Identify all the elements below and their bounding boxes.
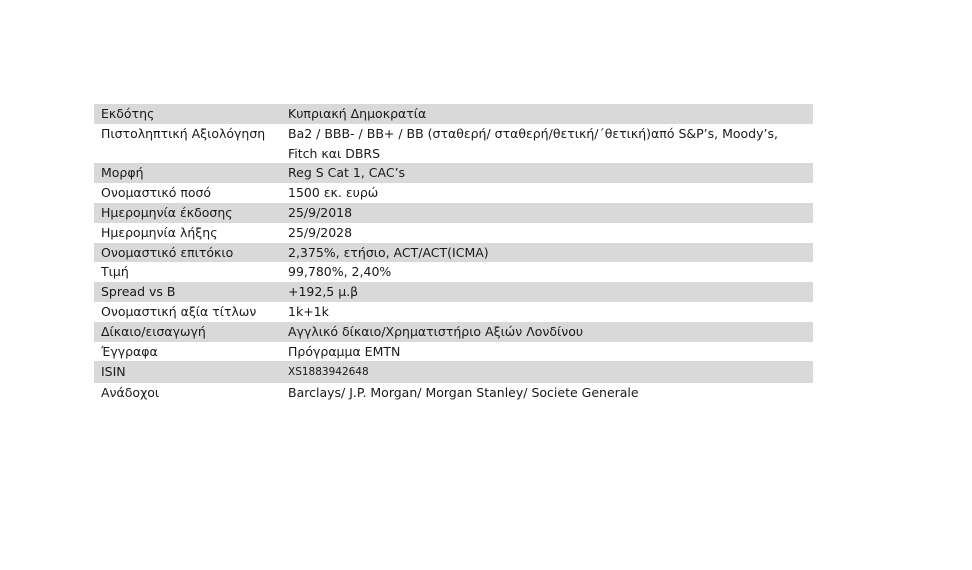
table-row-maturity-date: [94, 223, 813, 243]
table-row-isin: [94, 361, 813, 383]
row-label: Ονομαστικό ποσό: [101, 185, 212, 201]
row-label: Δίκαιο/εισαγωγή: [94, 322, 281, 342]
row-value: 1500 εκ. ευρώ: [288, 185, 379, 201]
row-label-text: Πιστοληπτική Αξιολόγηση: [101, 125, 266, 141]
row-label: Έγγραφα: [101, 343, 158, 359]
row-label: Τιμή: [101, 264, 129, 280]
row-value-line-1: Ba2 / BBB- / BB+ / BB (σταθερή/ σταθερή/θετική/΄θετική)από S&P’s, Moody’s,: [288, 125, 778, 141]
row-label: Ημερομηνία λήξης: [101, 224, 218, 240]
row-value: +192,5 μ.β: [281, 282, 813, 302]
isin-code: XS1883942648: [288, 366, 369, 379]
row-value: Αγγλικό δίκαιο/Χρηματιστήριο Αξιών Λονδίνου: [281, 322, 813, 342]
table-row-issue-date: [94, 203, 813, 223]
table-row-underwriters: [94, 383, 813, 403]
table-row-spread: [94, 282, 813, 302]
row-value: Πρόγραμμα EMTN: [288, 343, 401, 359]
table-row-coupon: [94, 243, 813, 263]
table-row-credit-rating: [94, 124, 813, 164]
row-label: Ονομαστική αξία τίτλων: [101, 303, 257, 319]
table-row-documents: [94, 342, 813, 362]
row-label: Spread vs B: [94, 282, 281, 302]
table-row-price: [94, 262, 813, 282]
row-label: Μορφή: [94, 163, 281, 183]
row-value: 25/9/2028: [288, 224, 353, 240]
table-row-law-listing: [94, 322, 813, 342]
row-label: Ημερομηνία έκδοσης: [94, 203, 281, 223]
row-label: Ονομαστικό επιτόκιο: [94, 243, 281, 263]
row-value: 99,780%, 2,40%: [288, 264, 392, 280]
row-label: Ανάδοχοι: [101, 385, 160, 401]
row-value-line-2: Fitch και DBRS: [288, 145, 381, 161]
row-value: Reg S Cat 1, CAC’s: [281, 163, 813, 183]
table-row-denomination: [94, 302, 813, 322]
row-value: [281, 361, 813, 383]
bond-terms-table: [94, 104, 813, 403]
row-label: ISIN: [94, 361, 281, 383]
table-row-issuer: [94, 104, 813, 124]
row-value: [281, 124, 813, 164]
table-row-form: [94, 163, 813, 183]
row-label: Εκδότης: [94, 104, 281, 124]
row-value: 2,375%, ετήσιο, ACT/ACT(ICMA): [281, 243, 813, 263]
table-row-amount: [94, 183, 813, 203]
row-value: Barclays/ J.P. Morgan/ Morgan Stanley/ Societe Generale: [288, 385, 639, 401]
row-label: [94, 124, 281, 164]
row-value: 1k+1k: [288, 303, 329, 319]
row-value: 25/9/2018: [281, 203, 813, 223]
row-value: Κυπριακή Δημοκρατία: [281, 104, 813, 124]
